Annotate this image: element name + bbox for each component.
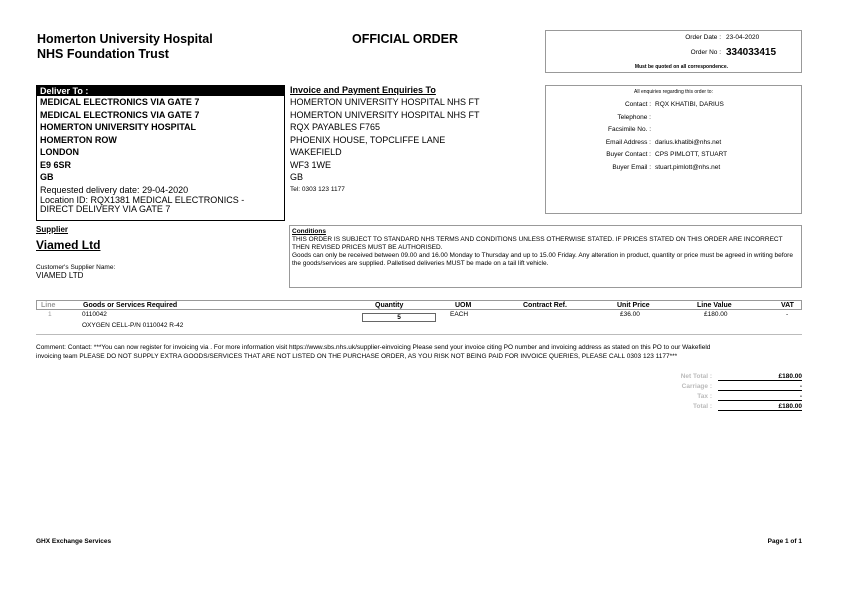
col-quantity: Quantity xyxy=(375,302,404,309)
invoice-line: RQX PAYABLES F765 xyxy=(290,122,381,132)
deliver-line: HOMERTON ROW xyxy=(40,134,117,145)
customer-supplier-name: VIAMED LTD xyxy=(36,271,84,280)
invoice-line: WAKEFIELD xyxy=(290,147,342,157)
invoice-line: HOMERTON UNIVERSITY HOSPITAL NHS FT xyxy=(290,97,480,107)
deliver-line: MEDICAL ELECTRONICS VIA GATE 7 xyxy=(40,97,200,107)
total-row: Carriage : - xyxy=(681,383,802,390)
col-uom: UOM xyxy=(455,302,472,309)
requested-delivery-date: Requested delivery date: 29-04-2020 xyxy=(40,184,189,195)
row-code: 0110042 xyxy=(82,311,107,318)
invoice-line: PHOENIX HOUSE, TOPCLIFFE LANE xyxy=(290,134,446,145)
invoice-line: GB xyxy=(290,172,304,182)
col-unit-price: Unit Price xyxy=(617,302,650,309)
order-note: Must be quoted on all correspondence. xyxy=(634,64,728,70)
row-line: 1 xyxy=(48,311,52,318)
footer-left: GHX Exchange Services xyxy=(36,538,112,545)
table-header xyxy=(36,300,802,310)
order-number: 334033415 xyxy=(726,47,777,58)
col-contract: Contract Ref. xyxy=(523,302,567,309)
invoice-line: WF3 1WE xyxy=(290,159,332,170)
total-row: Tax : - xyxy=(697,393,802,400)
order-lines-table xyxy=(36,300,802,335)
totals-block xyxy=(640,373,802,413)
row-line-value: £180.00 xyxy=(704,311,728,318)
footer-page-number: Page 1 of 1 xyxy=(767,538,802,545)
deliver-line: MEDICAL ELECTRONICS VIA GATE 7 xyxy=(40,109,200,120)
row-uom: EACH xyxy=(450,311,469,318)
invoice-line: HOMERTON UNIVERSITY HOSPITAL NHS FT xyxy=(290,109,480,120)
contact-box: All enquiries regarding this order to: Contact : RQX KHATIBI, DARIUS Telephone : Facsimile No. : Email Address : darius.khatibi@nhs.net Buyer Contact : CPS PIMLOTT, STUART Buyer Email : stuart.pimlott@nhs.net xyxy=(545,85,802,214)
deliver-line: LONDON xyxy=(40,147,79,157)
contact-note: All enquiries regarding this order to: xyxy=(634,89,713,95)
invoice-enquiries xyxy=(290,85,480,196)
row-vat: - xyxy=(786,311,789,318)
org-line-1: Homerton University Hospital xyxy=(37,32,213,46)
supplier-name: Viamed Ltd xyxy=(36,238,101,252)
order-comment: Comment: Contact: ***You can now register for invoicing via . For more information visit https://www.sbs.nhs.uk/supplier-einvoicing Please send your invoice citing PO number and invoicing address as stated on this PO to our Wakefield invoicing team PLEASE DO NOT SUPPLY EXTRA GOODS/SERVICES THAT ARE NOT LISTED ON THE PURCHASE ORDER, AS YOU RISK NOT BEING PAID FOR INVOICE QUERIES, PLEASE CALL 0303 123 1177*** xyxy=(36,344,711,360)
table-row xyxy=(36,310,802,335)
deliver-to-header: Deliver To : xyxy=(37,86,284,96)
order-info-box xyxy=(545,30,802,73)
row-description: OXYGEN CELL-P/N 0110042 R-42 xyxy=(82,322,184,329)
supplier-label: Supplier xyxy=(36,225,69,234)
order-date: 23-04-2020 xyxy=(726,34,760,41)
supplier-section xyxy=(36,225,115,280)
col-line: Line xyxy=(41,302,56,309)
order-no-label: Order No : xyxy=(690,49,721,56)
col-vat: VAT xyxy=(781,302,794,309)
conditions-title: Conditions xyxy=(292,228,326,235)
invoice-header: Invoice and Payment Enquiries To xyxy=(290,85,436,95)
total-row: Net Total : £180.00 xyxy=(680,373,802,380)
deliver-line: HOMERTON UNIVERSITY HOSPITAL xyxy=(40,122,197,132)
row-quantity: 5 xyxy=(362,313,436,322)
deliver-line: E9 6SR xyxy=(40,159,72,170)
col-line-value: Line Value xyxy=(697,302,732,309)
org-line-2: NHS Foundation Trust xyxy=(37,47,169,61)
deliver-line: GB xyxy=(40,172,54,182)
document-title: OFFICIAL ORDER xyxy=(352,32,459,46)
conditions-text-2: Goods can only be received between 09.00 and 16.00 Monday to Thursday and up to 15.00 Friday. Any alteration in product, quantity or price must be agreed in writing before the goods/services are supplied. Palletised deliveries MUST be made on a tail lift vehicle. xyxy=(292,252,793,267)
location-id-line-2: DIRECT DELIVERY VIA GATE 7 xyxy=(40,204,171,214)
conditions-text-1: THIS ORDER IS SUBJECT TO STANDARD NHS TERMS AND CONDITIONS UNLESS OTHERWISE STATED. IF PRICES STATED ON THIS ORDER ARE INCORRECT THEN REVISED PRICES MUST BE AUTHORISED. xyxy=(292,236,783,251)
location-id-line-1: Location ID: RQX1381 MEDICAL ELECTRONICS - xyxy=(40,195,245,205)
deliver-to-box xyxy=(36,85,285,221)
row-unit-price: £36.00 xyxy=(620,311,640,318)
organisation-name xyxy=(37,32,213,62)
order-date-label: Order Date : xyxy=(685,34,721,41)
invoice-tel: Tel: 0303 123 1177 xyxy=(290,185,345,193)
total-row: Total : £180.00 xyxy=(692,403,802,410)
conditions-box xyxy=(289,225,802,288)
customer-supplier-label: Customer's Supplier Name: xyxy=(36,264,116,271)
col-goods: Goods or Services Required xyxy=(83,302,178,309)
